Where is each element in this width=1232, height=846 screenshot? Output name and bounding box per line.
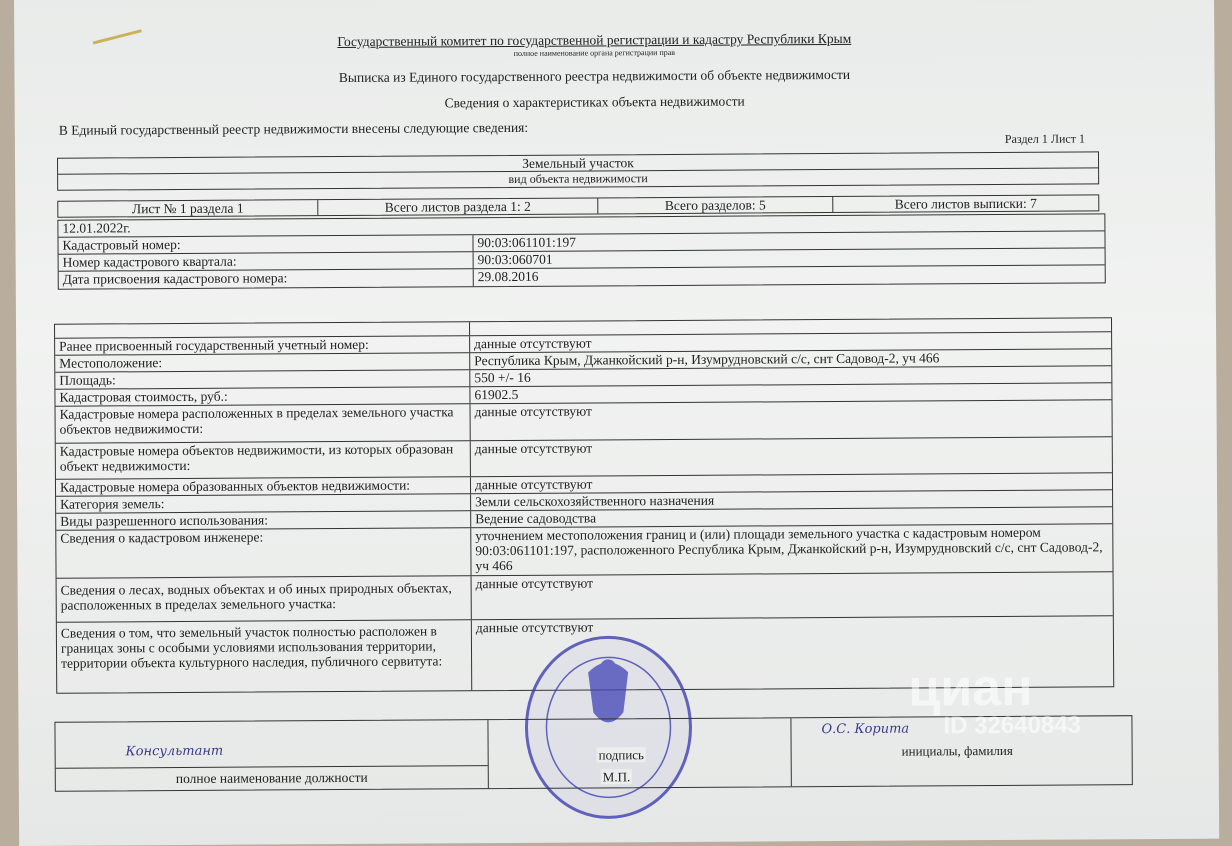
watermark-brand: циан (908, 658, 1033, 718)
detail-value: уточнением местоположения границ и (или) площади земельного участка с кадастровым номером 90:03:061101:197, расположенного Республика Крым, Джанкойский р-н, Изумрудновский с/с, снт Садовод-2, уч 466 (475, 524, 1103, 574)
stamp-place-caption: М.П. (602, 769, 631, 785)
position-handwritten: Консультант (125, 743, 224, 760)
detail-value: Земли сельскохозяйственного назначения (475, 492, 715, 510)
detail-label: Сведения о том, что земельный участок полностью расположен в границах зоны с особыми условиями использования территории, территории объекта культурного наследия, публичного сервитута: (57, 620, 472, 693)
authority-name: Государственный комитет по государственной регистрации и кадастру Республики Крым (337, 30, 852, 50)
detail-value: данные отсутствуют (474, 440, 593, 457)
detail-label: Сведения о кадастровом инженере: (56, 528, 471, 578)
assignment-date-value: 29.08.2016 (477, 268, 539, 285)
detail-value: данные отсутствуют (475, 575, 594, 592)
detail-value: Ведение садоводства (475, 510, 597, 527)
detail-value: данные отсутствуют (474, 335, 592, 352)
object-type-table (57, 151, 1099, 190)
object-type: Земельный участок (522, 155, 634, 171)
intro-text: В Единый государственный реестр недвижимости внесены следующие сведения: (58, 119, 529, 138)
watermark-id: ID 32640843 (943, 711, 1082, 740)
document-title: Выписка из Единого государственного реестра недвижимости об объекте недвижимости (338, 66, 851, 86)
name-caption: инициалы, фамилия (901, 742, 1013, 759)
extract-date: 12.01.2022г. (62, 220, 131, 236)
identification-table (57, 213, 1105, 289)
object-type-caption: вид объекта недвижимости (508, 171, 648, 186)
position-caption: полное наименование должности (175, 769, 368, 787)
cadastral-quarter-label: Номер кадастрового квартала: (59, 252, 474, 271)
detail-label: Кадастровые номера образованных объектов недвижимости: (56, 477, 471, 496)
signature-caption: подпись (598, 747, 645, 763)
detail-label: Сведения о лесах, водных объектах и об иных природных объектах, расположенных в пределах земельного участка: (57, 576, 472, 622)
detail-label: Категория земель: (56, 494, 471, 513)
cadastral-number-value: 90:03:061101:197 (477, 234, 577, 251)
sections-total: Всего разделов: 5 (598, 197, 833, 213)
extract-sheets-total: Всего листов выписки: 7 (894, 195, 1037, 212)
detail-value: Республика Крым, Джанкойский р-н, Изумрудновский с/с, снт Садовод-2, уч 466 (474, 350, 940, 369)
detail-label: Местоположение: (55, 353, 470, 372)
detail-label: Кадастровая стоимость, руб.: (55, 387, 470, 406)
detail-value: 61902.5 (474, 386, 519, 403)
document-page (14, 0, 1219, 846)
detail-label: Кадастровые номера объектов недвижимости, из которых образован объект недвижимости: (56, 441, 471, 479)
name-handwritten: О.С. Корита (821, 721, 910, 738)
document-subtitle: Сведения о характеристиках объекта недвижимости (444, 93, 745, 111)
detail-value: 550 +/- 16 (474, 369, 531, 386)
cadastral-quarter-value: 90:03:060701 (477, 251, 553, 268)
sheet-number: Лист № 1 раздела 1 (58, 200, 318, 217)
detail-label: Площадь: (55, 370, 470, 389)
detail-value: данные отсутствуют (474, 476, 593, 493)
detail-value: данные отсутствуют (475, 619, 594, 636)
detail-value: данные отсутствуют (474, 403, 592, 420)
section-sheets-total: Всего листов раздела 1: 2 (318, 198, 598, 215)
cadastral-number-label: Кадастровый номер: (58, 235, 473, 254)
detail-label: Виды разрешенного использования: (56, 511, 471, 530)
detail-label: Кадастровые номера расположенных в пределах земельного участка объектов недвижимости: (56, 404, 471, 443)
authority-caption: полное наименование органа регистрации прав (513, 47, 676, 58)
assignment-date-label: Дата присвоения кадастрового номера: (59, 269, 474, 289)
section-sheet: Раздел 1 Лист 1 (1004, 131, 1086, 146)
detail-label: Ранее присвоенный государственный учетный номер: (55, 336, 470, 355)
